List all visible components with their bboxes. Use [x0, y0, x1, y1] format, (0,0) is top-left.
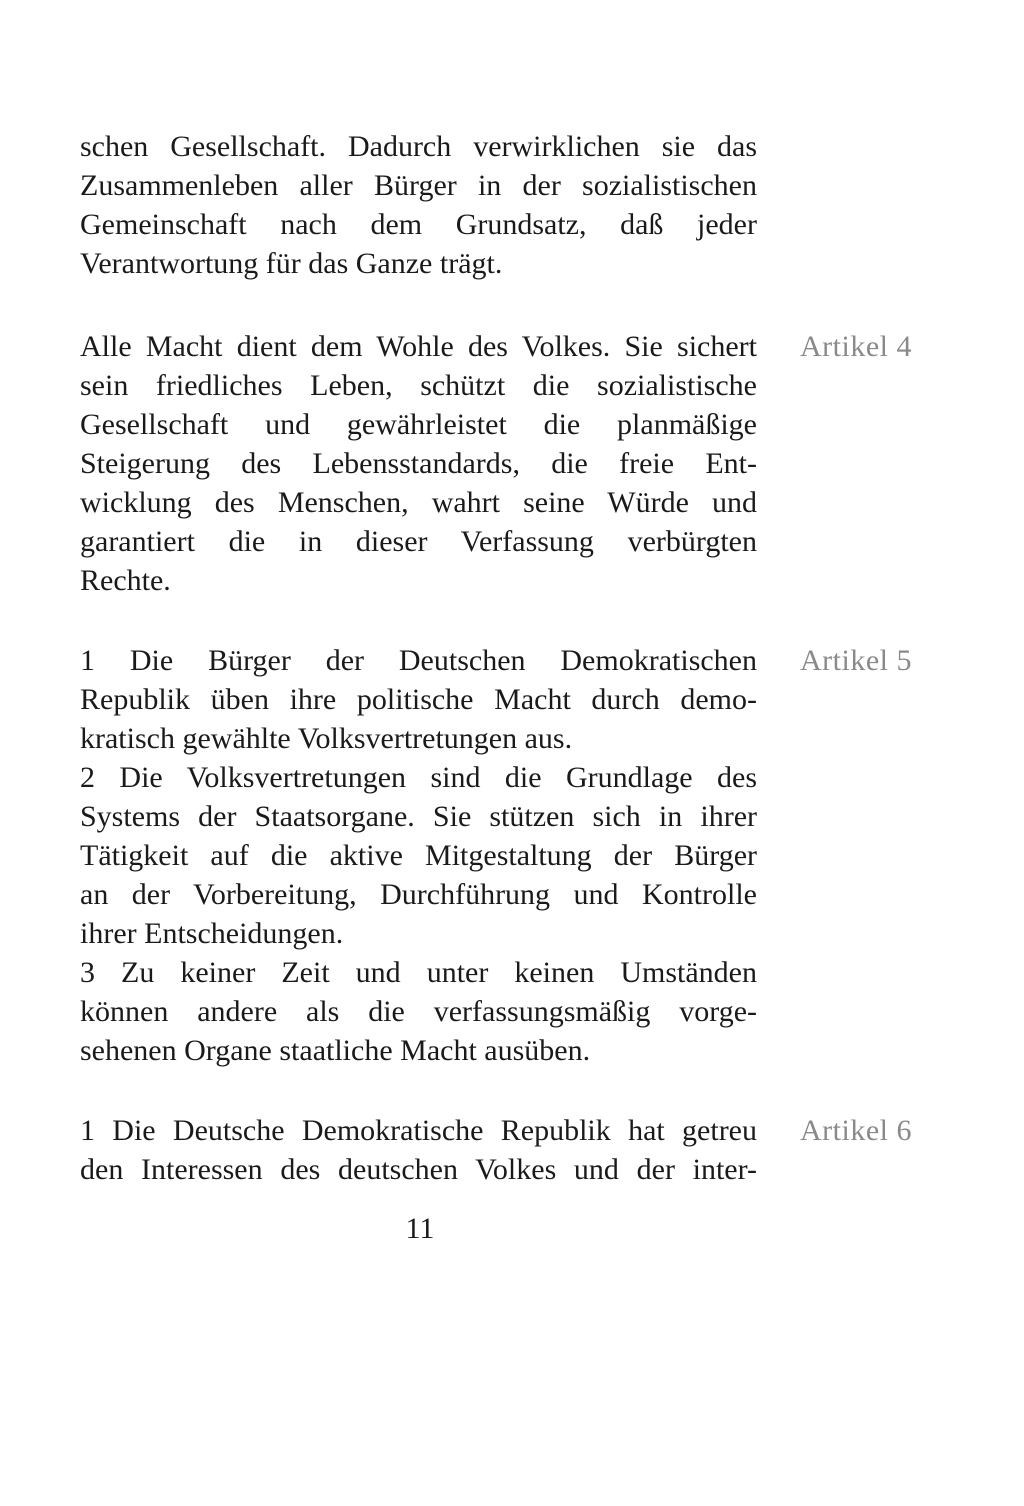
text-line: ihrer Entscheidungen. — [80, 917, 344, 950]
text-line: sehenen Organe staatliche Macht ausüben. — [80, 1034, 591, 1067]
page-number: 11 — [405, 1212, 435, 1245]
text-line: 1 Die Deutsche Demokratische Republik hat getreu — [80, 1114, 757, 1147]
text-line: wicklung des Menschen, wahrt seine Würde und — [80, 486, 757, 519]
text-line: Systems der Staatsorgane. Sie stützen sich in ihrer — [80, 800, 757, 833]
text-line: kratisch gewählte Volksvertretungen aus. — [80, 722, 573, 755]
text-line: den Interessen des deutschen Volkes und der inter- — [80, 1153, 757, 1186]
article-label: Artikel 5 — [800, 644, 912, 677]
article-label: Artikel 4 — [800, 330, 912, 363]
text-line: Steigerung des Lebensstandards, die freie Ent- — [80, 447, 757, 480]
article-label: Artikel 6 — [800, 1114, 912, 1147]
text-line: 3 Zu keiner Zeit und unter keinen Umständen — [80, 956, 757, 989]
text-line: Republik üben ihre politische Macht durch demo- — [80, 683, 757, 716]
text-line: sein friedliches Leben, schützt die sozialistische — [80, 369, 757, 402]
text-line: Gemeinschaft nach dem Grundsatz, daß jeder — [80, 208, 757, 241]
text-line: Tätigkeit auf die aktive Mitgestaltung der Bürger — [80, 839, 757, 872]
text-line: Gesellschaft und gewährleistet die planmäßige — [80, 408, 757, 441]
text-line: 1 Die Bürger der Deutschen Demokratischen — [80, 644, 757, 677]
text-line: können andere als die verfassungsmäßig vorge- — [80, 995, 757, 1028]
text-line: Verantwortung für das Ganze trägt. — [80, 247, 503, 280]
text-line: Alle Macht dient dem Wohle des Volkes. Sie sichert — [80, 330, 757, 363]
text-line: 2 Die Volksvertretungen sind die Grundlage des — [80, 761, 757, 794]
text-line: garantiert die in dieser Verfassung verbürgten — [80, 525, 757, 558]
text-line: Zusammenleben aller Bürger in der sozialistischen — [80, 169, 757, 202]
text-line: schen Gesellschaft. Dadurch verwirklichen sie das — [80, 130, 757, 163]
text-line: an der Vorbereitung, Durchführung und Kontrolle — [80, 878, 757, 911]
text-line: Rechte. — [80, 564, 171, 597]
